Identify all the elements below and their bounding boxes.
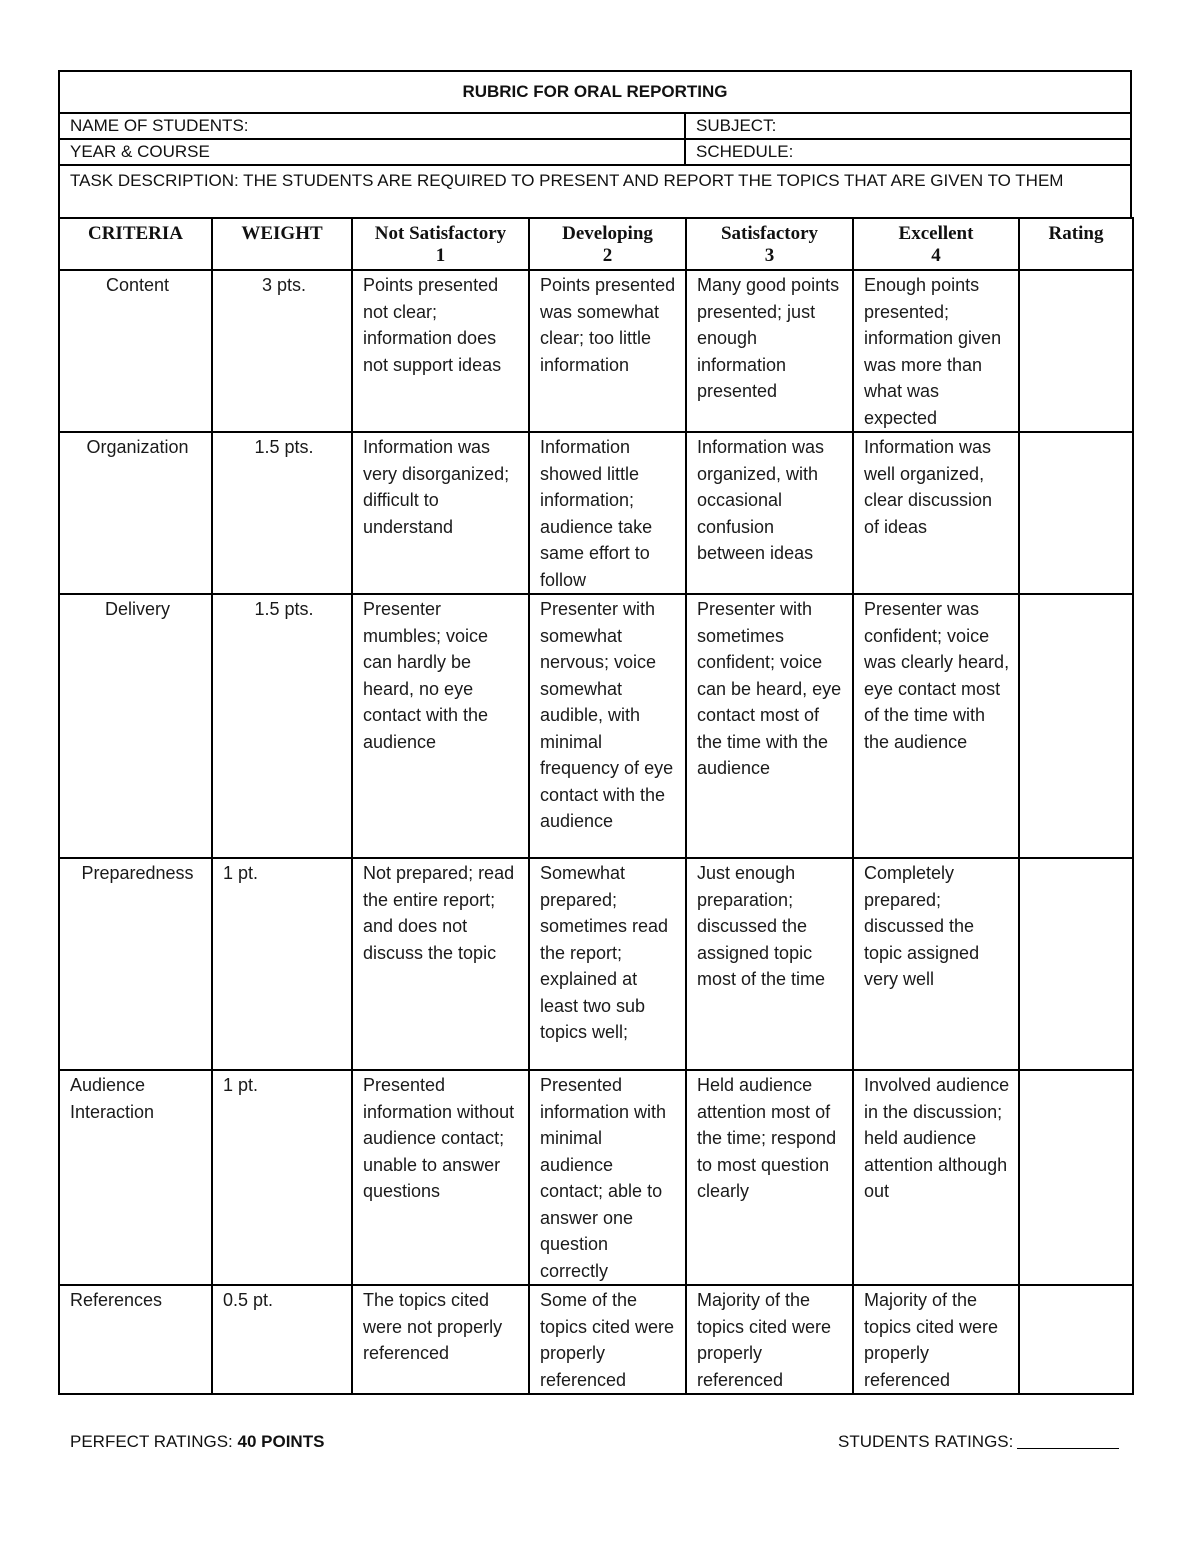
weight-cell: 3 pts. <box>212 270 352 432</box>
satisfactory-cell: Just enough preparation; discussed the assigned topic most of the time <box>686 858 853 1070</box>
rubric-sheet <box>58 70 1132 1395</box>
developing-cell: Points presented was somewhat clear; too little information <box>529 270 686 432</box>
criteria-cell: References <box>59 1285 212 1394</box>
developing-cell: Presenter with somewhat nervous; voice somewhat audible, with minimal frequency of eye contact with the audience <box>529 594 686 858</box>
criteria-cell: Preparedness <box>59 858 212 1070</box>
satisfactory-cell: Many good points presented; just enough information presented <box>686 270 853 432</box>
excellent-label: Excellent <box>898 223 974 244</box>
rubric-table <box>58 217 1134 1395</box>
rating-cell[interactable] <box>1019 594 1133 858</box>
rating-cell[interactable] <box>1019 270 1133 432</box>
task-description: TASK DESCRIPTION: THE STUDENTS ARE REQUIRED TO PRESENT AND REPORT THE TOPICS THAT ARE GIVEN TO THEM <box>59 165 1131 218</box>
criteria-cell: Audience Interaction <box>59 1070 212 1285</box>
satisfactory-cell: Information was organized, with occasional confusion between ideas <box>686 432 853 594</box>
excellent-cell: Majority of the topics cited were properly referenced <box>853 1285 1019 1394</box>
not-satisfactory-cell: Information was very disorganized; difficult to understand <box>352 432 529 594</box>
weight-cell: 1.5 pts. <box>212 432 352 594</box>
rubric-header-row <box>59 218 1133 270</box>
rubric-row-preparedness <box>59 858 1133 1070</box>
rubric-row-organization <box>59 432 1133 594</box>
weight-cell: 1.5 pts. <box>212 594 352 858</box>
weight-cell: 1 pt. <box>212 1070 352 1285</box>
satisfactory-score: 3 <box>764 245 775 266</box>
schedule-label: SCHEDULE: <box>685 139 1131 165</box>
page-title: RUBRIC FOR ORAL REPORTING <box>59 71 1131 113</box>
rubric-row-references <box>59 1285 1133 1394</box>
perfect-ratings-label: PERFECT RATINGS: <box>70 1432 233 1451</box>
excellent-cell: Enough points presented; information given was more than what was expected <box>853 270 1019 432</box>
satisfactory-header <box>686 218 853 270</box>
excellent-score: 4 <box>931 245 941 266</box>
not-satisfactory-cell: Points presented not clear; information does not support ideas <box>352 270 529 432</box>
criteria-cell: Content <box>59 270 212 432</box>
satisfactory-cell: Presenter with sometimes confident; voice can be heard, eye contact most of the time with the audience <box>686 594 853 858</box>
perfect-ratings-value: 40 POINTS <box>237 1432 325 1451</box>
excellent-cell: Involved audience in the discussion; held audience attention although out <box>853 1070 1019 1285</box>
not-satisfactory-header <box>352 218 529 270</box>
developing-label: Developing <box>562 223 653 244</box>
developing-cell: Some of the topics cited were properly referenced <box>529 1285 686 1394</box>
weight-cell: 1 pt. <box>212 858 352 1070</box>
rating-cell[interactable] <box>1019 432 1133 594</box>
subject-label: SUBJECT: <box>685 113 1131 139</box>
satisfactory-cell: Held audience attention most of the time; respond to most question clearly <box>686 1070 853 1285</box>
year-course-label: YEAR & COURSE <box>59 139 685 165</box>
students-ratings <box>838 1432 1119 1452</box>
satisfactory-cell: Majority of the topics cited were properly referenced <box>686 1285 853 1394</box>
rating-cell[interactable] <box>1019 1070 1133 1285</box>
criteria-header: CRITERIA <box>59 218 212 270</box>
developing-cell: Somewhat prepared; sometimes read the report; explained at least two sub topics well; <box>529 858 686 1070</box>
not-satisfactory-label: Not Satisfactory <box>374 223 507 244</box>
excellent-cell: Presenter was confident; voice was clearly heard, eye contact most of the time with the audience <box>853 594 1019 858</box>
developing-score: 2 <box>602 245 613 266</box>
students-ratings-label: STUDENTS RATINGS: <box>838 1432 1014 1451</box>
students-ratings-blank[interactable] <box>1017 1432 1119 1449</box>
perfect-ratings <box>70 1432 324 1452</box>
name-of-students-label: NAME OF STUDENTS: <box>59 113 685 139</box>
header-table <box>58 70 1132 219</box>
excellent-header <box>853 218 1019 270</box>
rating-cell[interactable] <box>1019 858 1133 1070</box>
not-satisfactory-score: 1 <box>435 245 446 266</box>
rubric-row-content <box>59 270 1133 432</box>
excellent-cell: Information was well organized, clear discussion of ideas <box>853 432 1019 594</box>
satisfactory-label: Satisfactory <box>720 223 819 244</box>
rating-cell[interactable] <box>1019 1285 1133 1394</box>
not-satisfactory-cell: The topics cited were not properly referenced <box>352 1285 529 1394</box>
weight-header: WEIGHT <box>212 218 352 270</box>
rubric-row-delivery <box>59 594 1133 858</box>
weight-cell: 0.5 pt. <box>212 1285 352 1394</box>
developing-header <box>529 218 686 270</box>
not-satisfactory-cell: Not prepared; read the entire report; and does not discuss the topic <box>352 858 529 1070</box>
not-satisfactory-cell: Presenter mumbles; voice can hardly be heard, no eye contact with the audience <box>352 594 529 858</box>
rubric-row-audience-interaction <box>59 1070 1133 1285</box>
rating-header: Rating <box>1019 218 1133 270</box>
developing-cell: Presented information with minimal audience contact; able to answer one question correctly <box>529 1070 686 1285</box>
excellent-cell: Completely prepared; discussed the topic assigned very well <box>853 858 1019 1070</box>
not-satisfactory-cell: Presented information without audience contact; unable to answer questions <box>352 1070 529 1285</box>
criteria-cell: Delivery <box>59 594 212 858</box>
criteria-cell: Organization <box>59 432 212 594</box>
developing-cell: Information showed little information; audience take same effort to follow <box>529 432 686 594</box>
